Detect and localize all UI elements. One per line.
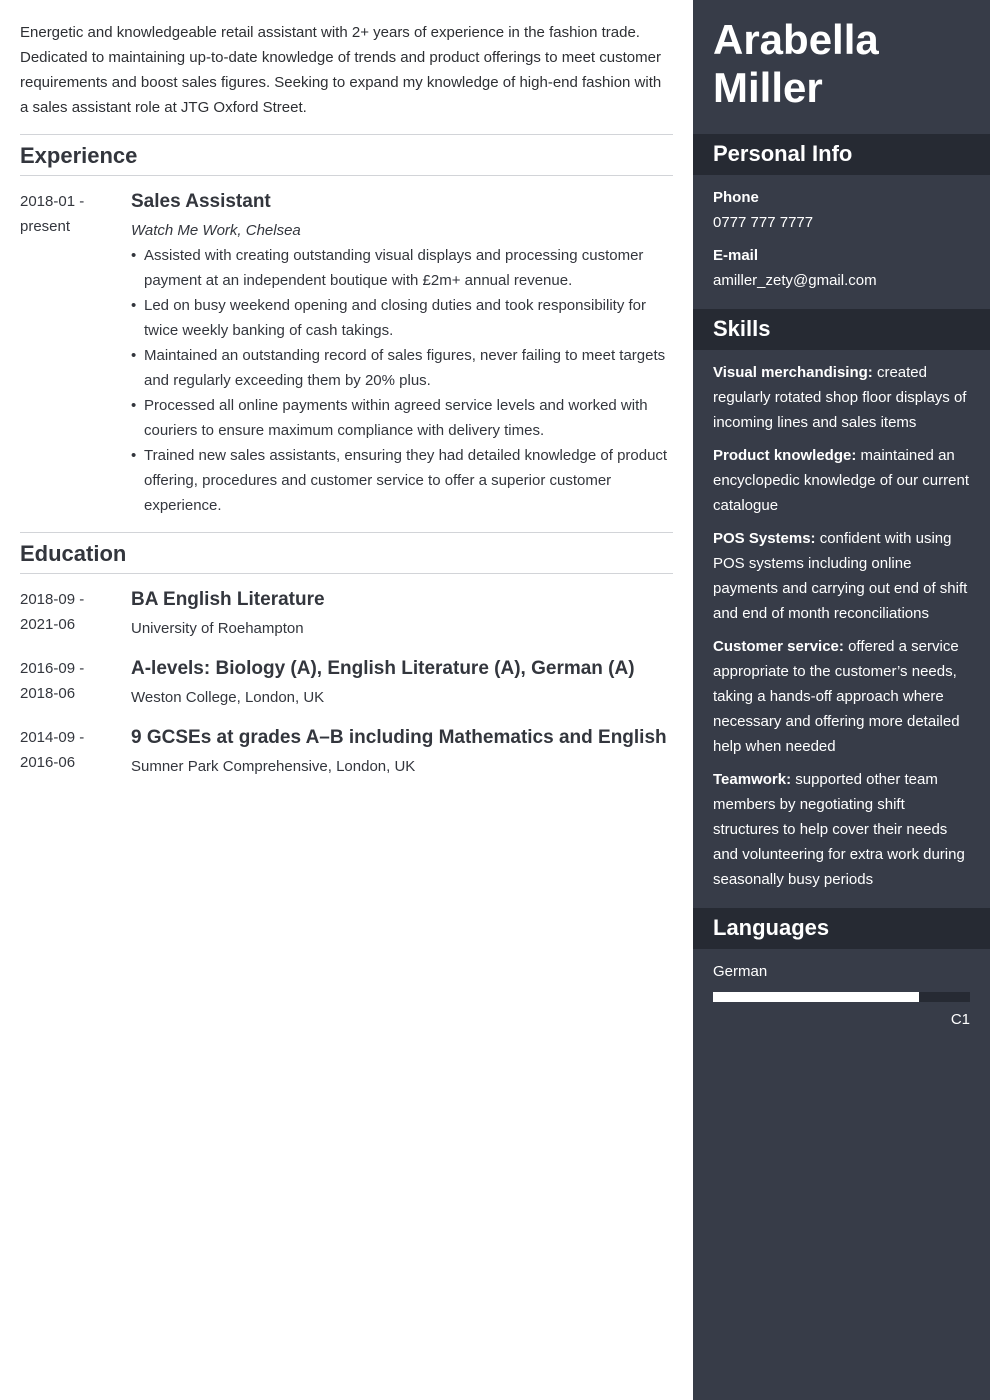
skill-description: confident with using POS systems including online payments and carrying out end of shift and end of month reconciliations xyxy=(713,530,968,622)
skills-heading: Skills xyxy=(693,309,990,350)
education-date-from: 2016-09 - xyxy=(20,660,85,677)
email-label: E-mail xyxy=(713,247,759,264)
experience-section xyxy=(20,134,673,518)
education-degree: A-levels: Biology (A), English Literature (A), German (A) xyxy=(131,658,635,679)
job-bullet xyxy=(131,443,673,518)
education-degree: 9 GCSEs at grades A–B including Mathematics and English xyxy=(131,727,667,748)
language-name: German xyxy=(713,963,768,980)
language-level-fill xyxy=(713,992,919,1002)
skill-item xyxy=(713,360,970,435)
skill-description: supported other team members by negotiating shift structures to help cover their needs and volunteering for extra work during seasonally busy periods xyxy=(713,771,965,888)
education-school: University of Roehampton xyxy=(131,620,304,637)
skill-item xyxy=(713,443,970,518)
education-date-from: 2014-09 - xyxy=(20,729,85,746)
skill-description: created regularly rotated shop floor displays of incoming lines and sales items xyxy=(713,364,967,431)
education-school: Weston College, London, UK xyxy=(131,689,325,706)
email-value: amiller_zety@gmail.com xyxy=(713,272,877,289)
job-bullet-text: Trained new sales assistants, ensuring they had detailed knowledge of product offering, procedures and customer service to offer a superior customer experience. xyxy=(144,447,668,514)
job-bullet-text: Maintained an outstanding record of sales figures, never failing to meet targets and regularly exceeding them by 20% plus. xyxy=(144,347,666,389)
education-entry xyxy=(20,656,673,710)
job-bullets xyxy=(131,243,673,518)
languages-heading: Languages xyxy=(693,908,990,949)
skill-name: Product knowledge: xyxy=(713,447,857,464)
education-degree: BA English Literature xyxy=(131,589,325,610)
job-bullet xyxy=(131,343,673,393)
education-date-from: 2018-09 - xyxy=(20,591,85,608)
skill-description: offered a service appropriate to the customer’s needs, taking a hands-off approach where necessary and offering more detailed help when needed xyxy=(713,638,960,755)
language-level: C1 xyxy=(950,1011,970,1028)
sidebar xyxy=(693,0,990,1400)
education-section xyxy=(20,532,673,779)
job-bullet-text: Assisted with creating outstanding visual displays and processing customer payment at an independent boutique with £2m+ annual revenue. xyxy=(144,247,644,289)
job-date-from: 2018-01 - xyxy=(20,193,85,210)
experience-heading: Experience xyxy=(20,134,673,176)
job-bullet-text: Processed all online payments within agreed service levels and worked with couriers to ensure maximum compliance with delivery times. xyxy=(144,397,648,439)
skill-description: maintained an encyclopedic knowledge of our current catalogue xyxy=(713,447,969,514)
candidate-first-name: Arabella xyxy=(713,16,879,63)
bullet-icon: • xyxy=(131,297,137,314)
job-bullet-text: Led on busy weekend opening and closing duties and took responsibility for twice weekly banking of cash takings. xyxy=(144,297,647,339)
education-heading: Education xyxy=(20,532,673,574)
job-bullet xyxy=(131,243,673,293)
skill-name: Visual merchandising: xyxy=(713,364,873,381)
education-dates xyxy=(20,656,131,710)
education-date-to: 2018-06 xyxy=(20,685,76,702)
bullet-icon: • xyxy=(131,247,137,264)
skill-name: Customer service: xyxy=(713,638,844,655)
skill-name: POS Systems: xyxy=(713,530,816,547)
bullet-icon: • xyxy=(131,447,137,464)
skill-item xyxy=(713,767,970,892)
education-entry xyxy=(20,725,673,779)
personal-info-block xyxy=(693,175,990,309)
education-date-to: 2016-06 xyxy=(20,754,76,771)
education-date-to: 2021-06 xyxy=(20,616,76,633)
job-bullet xyxy=(131,293,673,343)
language-level-bar xyxy=(713,992,970,1002)
education-dates xyxy=(20,587,131,641)
job-dates xyxy=(20,189,131,518)
languages-block xyxy=(693,949,990,1048)
job-company: Watch Me Work, Chelsea xyxy=(131,222,301,239)
job-date-to: present xyxy=(20,218,71,235)
phone-value: 0777 777 7777 xyxy=(713,214,814,231)
job-title: Sales Assistant xyxy=(131,191,271,212)
skill-name: Teamwork: xyxy=(713,771,792,788)
skill-item xyxy=(713,634,970,759)
skill-item xyxy=(713,526,970,626)
profile-summary: Energetic and knowledgeable retail assistant with 2+ years of experience in the fashion trade. Dedicated to maintaining up-to-date knowledge of trends and product offerings to meet customer requirements and boost sales figures. Seeking to expand my knowledge of high-end fashion with a sales assistant role at JTG Oxford Street. xyxy=(20,24,662,116)
education-dates xyxy=(20,725,131,779)
bullet-icon: • xyxy=(131,397,137,414)
candidate-last-name: Miller xyxy=(713,64,823,111)
job-entry xyxy=(20,189,673,518)
skills-block xyxy=(693,350,990,908)
job-bullet xyxy=(131,393,673,443)
candidate-name xyxy=(693,0,990,134)
bullet-icon: • xyxy=(131,347,137,364)
phone-label: Phone xyxy=(713,189,759,206)
education-school: Sumner Park Comprehensive, London, UK xyxy=(131,758,416,775)
personal-info-heading: Personal Info xyxy=(693,134,990,175)
education-entry xyxy=(20,587,673,641)
